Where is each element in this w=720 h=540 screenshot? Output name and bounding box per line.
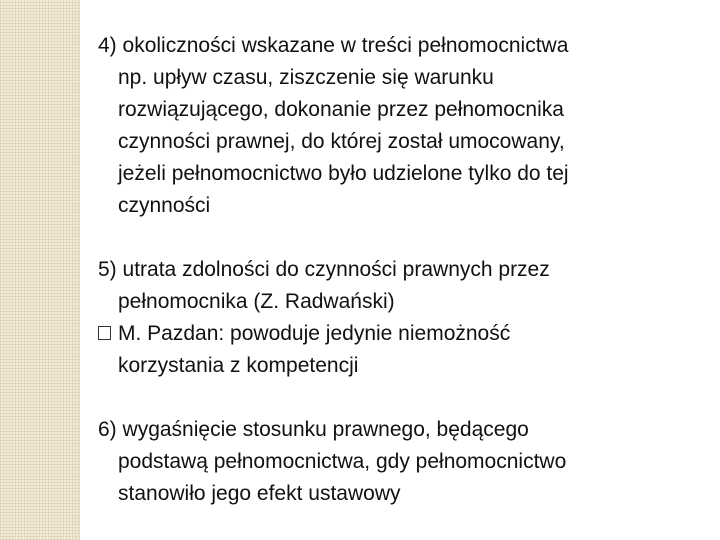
spacer bbox=[98, 222, 698, 254]
left-band-edge bbox=[78, 0, 80, 540]
square-bullet-icon bbox=[98, 326, 111, 340]
item-6-number: 6) bbox=[98, 418, 117, 441]
item-4-text: okoliczności wskazane w treści pełnomocnictwa bbox=[122, 34, 569, 57]
list-item-5 bbox=[98, 254, 698, 382]
item-6-line-3: stanowiło jego efekt ustawowy bbox=[118, 482, 401, 505]
item-6-line-2: podstawą pełnomocnictwa, gdy pełnomocnictwo bbox=[118, 450, 567, 473]
item-4-line-3: rozwiązującego, dokonanie przez pełnomocnika bbox=[118, 98, 564, 121]
list-item-6 bbox=[98, 414, 698, 510]
list-item-4 bbox=[98, 30, 698, 222]
item-5-bullet-line-2: korzystania z kompetencji bbox=[118, 354, 359, 377]
item-5-bullet-text: M. Pazdan: powoduje jedynie niemożność bbox=[118, 322, 511, 345]
item-4-number: 4) bbox=[98, 34, 117, 57]
item-4-line-6: czynności bbox=[118, 194, 211, 217]
slide-content bbox=[98, 30, 698, 510]
spacer bbox=[98, 382, 698, 414]
decorative-left-band bbox=[0, 0, 78, 540]
item-4-line-5: jeżeli pełnomocnictwo było udzielone tylko do tej bbox=[118, 162, 569, 185]
item-5-bullet-line-1 bbox=[98, 318, 698, 350]
item-6-first-line bbox=[98, 414, 698, 446]
item-4-first-line bbox=[98, 30, 698, 62]
item-4-line-2: np. upływ czasu, ziszczenie się warunku bbox=[118, 66, 494, 89]
item-4-line-4: czynności prawnej, do której został umocowany, bbox=[118, 130, 565, 153]
item-5-text: utrata zdolności do czynności prawnych przez bbox=[122, 258, 550, 281]
item-5-number: 5) bbox=[98, 258, 117, 281]
item-5-first-line bbox=[98, 254, 698, 286]
item-6-text: wygaśnięcie stosunku prawnego, będącego bbox=[122, 418, 529, 441]
item-5-line-2: pełnomocnika (Z. Radwański) bbox=[118, 290, 395, 313]
